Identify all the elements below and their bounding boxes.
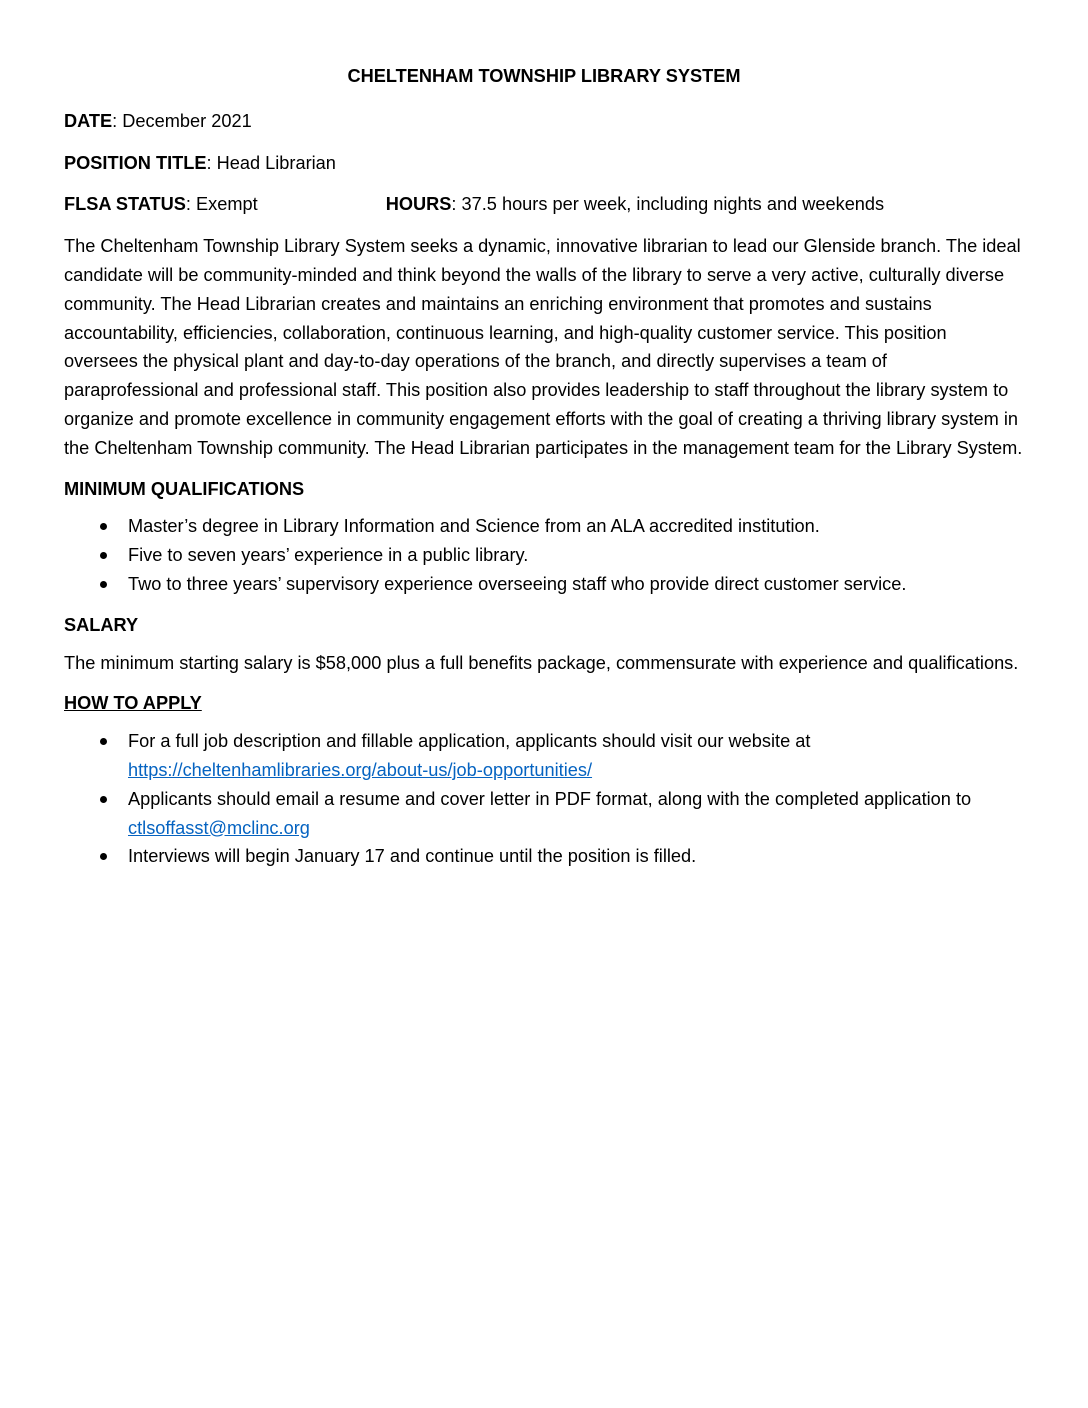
list-item-text: Applicants should email a resume and cover letter in PDF format, along with the completed application to <box>128 788 972 809</box>
intro-paragraph: The Cheltenham Township Library System seeks a dynamic, innovative librarian to lead our Glenside branch. The ideal candidate will be community-minded and think beyond the walls of the library to serve a very active, culturally diverse community. The Head Librarian creates and maintains an enriching environment that promotes and sustains accountability, efficiencies, collaboration, continuous learning, and high-quality customer service. This position oversees the physical plant and day-to-day operations of the branch, and directly supervises a team of paraprofessional and professional staff. This position also provides leadership to staff throughout the library system to organize and promote excellence in community engagement efforts with the goal of creating a thriving library system in the Cheltenham Township community. The Head Librarian participates in the management team for the Library System. <box>64 236 1023 458</box>
bullet-icon <box>100 581 107 588</box>
flsa-status-value: Exempt <box>196 194 258 215</box>
list-item <box>64 727 1024 785</box>
list-item <box>64 512 1024 541</box>
salary-heading: SALARY <box>64 614 139 635</box>
flsa-status-label: FLSA STATUS <box>64 194 186 215</box>
bullet-icon <box>100 552 107 559</box>
position-title-line: POSITION TITLE: Head Librarian <box>64 152 336 173</box>
list-item-text: For a full job description and fillable application, applicants should visit our website at <box>128 731 811 752</box>
list-item <box>64 785 1024 843</box>
flsa-hours-line: FLSA STATUS: Exempt HOURS: 37.5 hours per week, including nights and weekends <box>64 190 1024 219</box>
bullet-icon <box>100 523 107 530</box>
how-to-apply-heading: HOW TO APPLY <box>64 693 202 714</box>
bullet-icon <box>100 738 107 745</box>
job-opportunities-link[interactable]: https://cheltenhamlibraries.org/about-us/job-opportunities/ <box>128 759 593 780</box>
how-to-apply-list <box>64 727 1024 871</box>
bullet-icon <box>100 796 107 803</box>
min-qualifications-heading: MINIMUM QUALIFICATIONS <box>64 478 305 499</box>
position-title-label: POSITION TITLE <box>64 152 207 173</box>
date-line: DATE: December 2021 <box>64 110 252 131</box>
hours-label: HOURS <box>385 194 452 215</box>
list-item-text: Master’s degree in Library Information and Science from an ALA accredited institution. <box>128 516 820 537</box>
date-value: December 2021 <box>122 110 252 131</box>
document-page <box>64 62 1024 883</box>
email-link[interactable]: ctlsoffasst@mclinc.org <box>128 817 310 838</box>
list-item <box>64 541 1024 570</box>
salary-paragraph: The minimum starting salary is $58,000 plus a full benefits package, commensurate with experience and qualifications. <box>64 652 1019 673</box>
hours-block: HOURS: 37.5 hours per week, including nights and weekends <box>385 194 885 215</box>
list-item-text: Five to seven years’ experience in a public library. <box>128 545 529 566</box>
list-item <box>64 842 1024 871</box>
hours-value: 37.5 hours per week, including nights and weekends <box>461 194 885 215</box>
date-label: DATE <box>64 110 113 131</box>
list-item-text: Two to three years’ supervisory experience overseeing staff who provide direct customer service. <box>128 573 907 594</box>
list-item-text: Interviews will begin January 17 and continue until the position is filled. <box>128 846 697 867</box>
position-title-value: Head Librarian <box>216 152 336 173</box>
list-item <box>64 570 1024 599</box>
bullet-icon <box>100 853 107 860</box>
document-title: CHELTENHAM TOWNSHIP LIBRARY SYSTEM <box>347 66 741 86</box>
min-qualifications-list <box>64 512 1024 598</box>
